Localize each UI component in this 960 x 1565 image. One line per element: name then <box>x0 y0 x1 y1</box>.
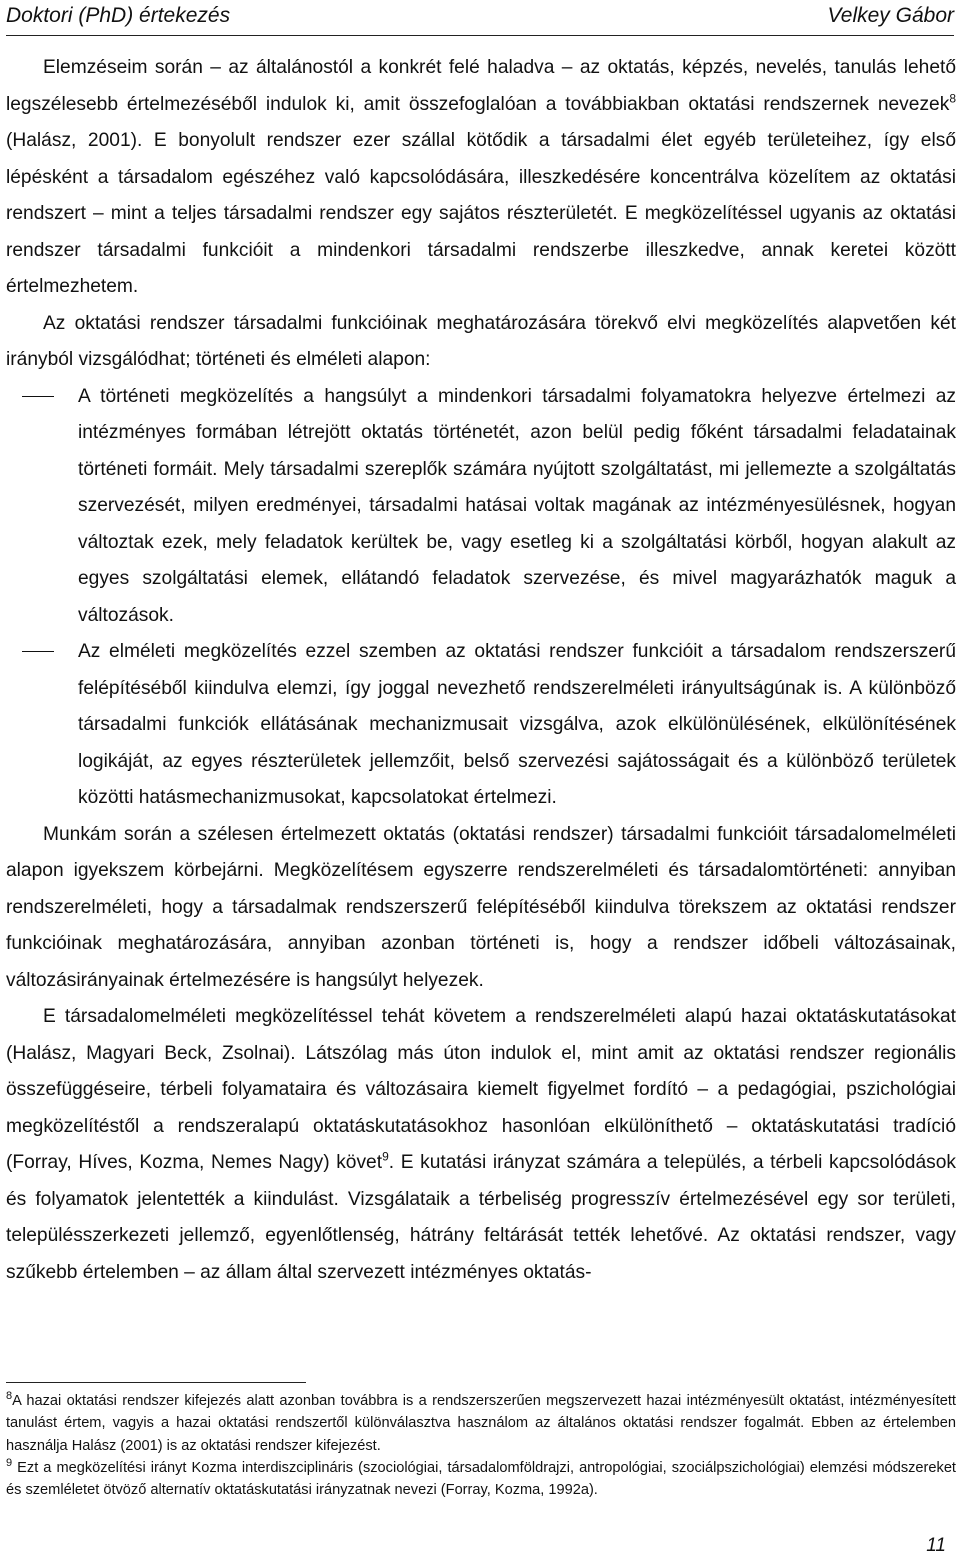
paragraph-1-text-a: Elemzéseim során – az általánostól a konkrét felé haladva – az oktatás, képzés, nevelés, tanulás lehető legszélesebb értelmezéséből indulok ki, amit összefoglalóan a továbbiakban oktatási rendszernek nevezek <box>6 57 956 115</box>
footnote-9 <box>6 1457 956 1502</box>
footnote-divider <box>6 1382 306 1383</box>
page-header <box>6 2 954 32</box>
list-item-historical <box>6 379 956 635</box>
header-divider <box>6 35 954 36</box>
list-item-theoretical <box>6 634 956 817</box>
footnotes <box>6 1390 956 1501</box>
paragraph-2: Az oktatási rendszer társadalmi funkcióinak meghatározására törekvő elvi megközelítés alapvetően két irányból vizsgálódhat; történeti és elméleti alapon: <box>6 312 956 370</box>
page-number: 11 <box>926 1535 946 1556</box>
list-item-text: Az elméleti megközelítés ezzel szemben az oktatási rendszer funkcióit a társadalom rendszerszerű felépítéséből kiindulva elemzi, így joggal nevezhető rendszerelméleti irányultságúnak is. A különböző társadalmi funkciók ellátásának mechanizmusait vizsgálva, azok elkülönülésének, elkülönítésének logikáját, az egyes részterületek jellemzőit, belső szervezési sajátosságait és a különböző területek közötti hatásmechanizmusokat, kapcsolatokat értelmezi. <box>78 641 956 808</box>
header-author: Velkey Gábor <box>827 4 954 27</box>
paragraph-4 <box>6 999 956 1291</box>
dash-bullet-icon <box>22 651 54 652</box>
paragraph-3: Munkám során a szélesen értelmezett oktatás (oktatási rendszer) társadalmi funkcióit társadalomelméleti alapon igyekszem körbejárni. Megközelítésem egyszerre rendszerelméleti és társadalomtörténeti: annyiban rendszerelméleti, hogy a társadalmak rendszerszerű felépítéséből kiindulva törekszem az oktatási rendszer funkcióinak meghatározására, annyiban azonban történeti is, hogy a rendszer időbeli változásainak, változásirányainak értelmezésére is hangsúlyt helyezek. <box>6 823 956 991</box>
footnote-number: 8 <box>6 1390 13 1403</box>
footnote-8 <box>6 1390 956 1457</box>
main-text <box>6 50 956 1291</box>
paragraph-4-text-b: . E kutatási irányzat számára a település, a térbeli kapcsolódások és folyamatok jelentették a kiindulást. Vizsgálataik a térbeliség progresszív értelmezésével egy sor területi, településszerkezeti jellemző, egyenlőtlenség, hátrány feltárását tették lehetővé. Az oktatási rendszer, vagy szűkebb értelemben – az állam által szervezett intézményes oktatás- <box>6 1152 956 1283</box>
list-item-text: A történeti megközelítés a hangsúlyt a mindenkori társadalmi folyamatokra helyezve értelmezi az intézményes formában létrejött oktatás történetét, azon belül pedig főként társadalmi feladatainak történeti formáit. Mely társadalmi szereplők számára nyújtott szolgáltatást, mi jellemezte a szolgáltatás szervezését, milyen eredményei, társadalmi hatásai voltak magának az intézményesülésnek, hogyan változtak ezek, mely feladatok kerültek be, vagy esetleg ki a szolgáltatási körből, hogyan alakult az egyes szolgáltatási elemek, ellátandó feladatok szervezése, és mivel magyarázhatók maguk a változások. <box>78 385 956 626</box>
footnote-text: A hazai oktatási rendszer kifejezés alatt azonban továbbra is a rendszerszerűen megszervezett hazai intézményesült oktatást, intézményesített tanulást értem, vagyis a hazai oktatási rendszertől különválasztva használom az általános oktatási rendszer fogalmát. Ebben az értelemben használja Halász (2001) is az oktatási rendszer kifejezést. <box>6 1393 956 1454</box>
footnote-text: Ezt a megközelítési irányt Kozma interdiszciplináris (szociológiai, társadalomföldrajzi, antropológiai, szociálpszichológiai) elemzési módszereket és szemléletet ötvöző alternatív oktatáskutatási irányzatnak nevezi (Forray, Kozma, 1992a). <box>6 1459 956 1499</box>
paragraph-1-text-b: (Halász, 2001). E bonyolult rendszer ezer szállal kötődik a társadalmi élet egyéb területeihez, így első lépésként a társadalom egészéhez való kapcsolódására, illeszkedésére koncentrálva közelítem az oktatási rendszert – mint a teljes társadalmi rendszer egy sajátos részterületét. E megközelítéssel ugyanis az oktatási rendszer társadalmi funkcióit a mindenkori társadalmi rendszerbe illeszkedve, annak keretei között értelmezhetem. <box>6 130 956 297</box>
header-title: Doktori (PhD) értekezés <box>6 4 231 27</box>
paragraph-4-text-a: E társadalomelméleti megközelítéssel tehát követem a rendszerelméleti alapú hazai oktatáskutatásokat (Halász, Magyari Beck, Zsolnai). Látszólag más úton indulok el, mint amit az oktatási rendszer regionális összefüggéseire, térbeli folyamataira és változásaira kiemelt figyelmet fordító – a pedagógiai, pszichológiai megközelítéstől a rendszeralapú oktatáskutatásokhoz hasonlóan elkülöníthető – oktatáskutatási tradíció (Forray, Híves, Kozma, Nemes Nagy) követ <box>6 1006 956 1173</box>
footnote-ref-9[interactable]: 9 <box>382 1149 389 1164</box>
approach-list <box>6 379 956 817</box>
dash-bullet-icon <box>22 396 54 397</box>
footnote-number: 9 <box>6 1457 13 1470</box>
paragraph-1 <box>6 50 956 306</box>
footnote-ref-8[interactable]: 8 <box>949 91 956 106</box>
